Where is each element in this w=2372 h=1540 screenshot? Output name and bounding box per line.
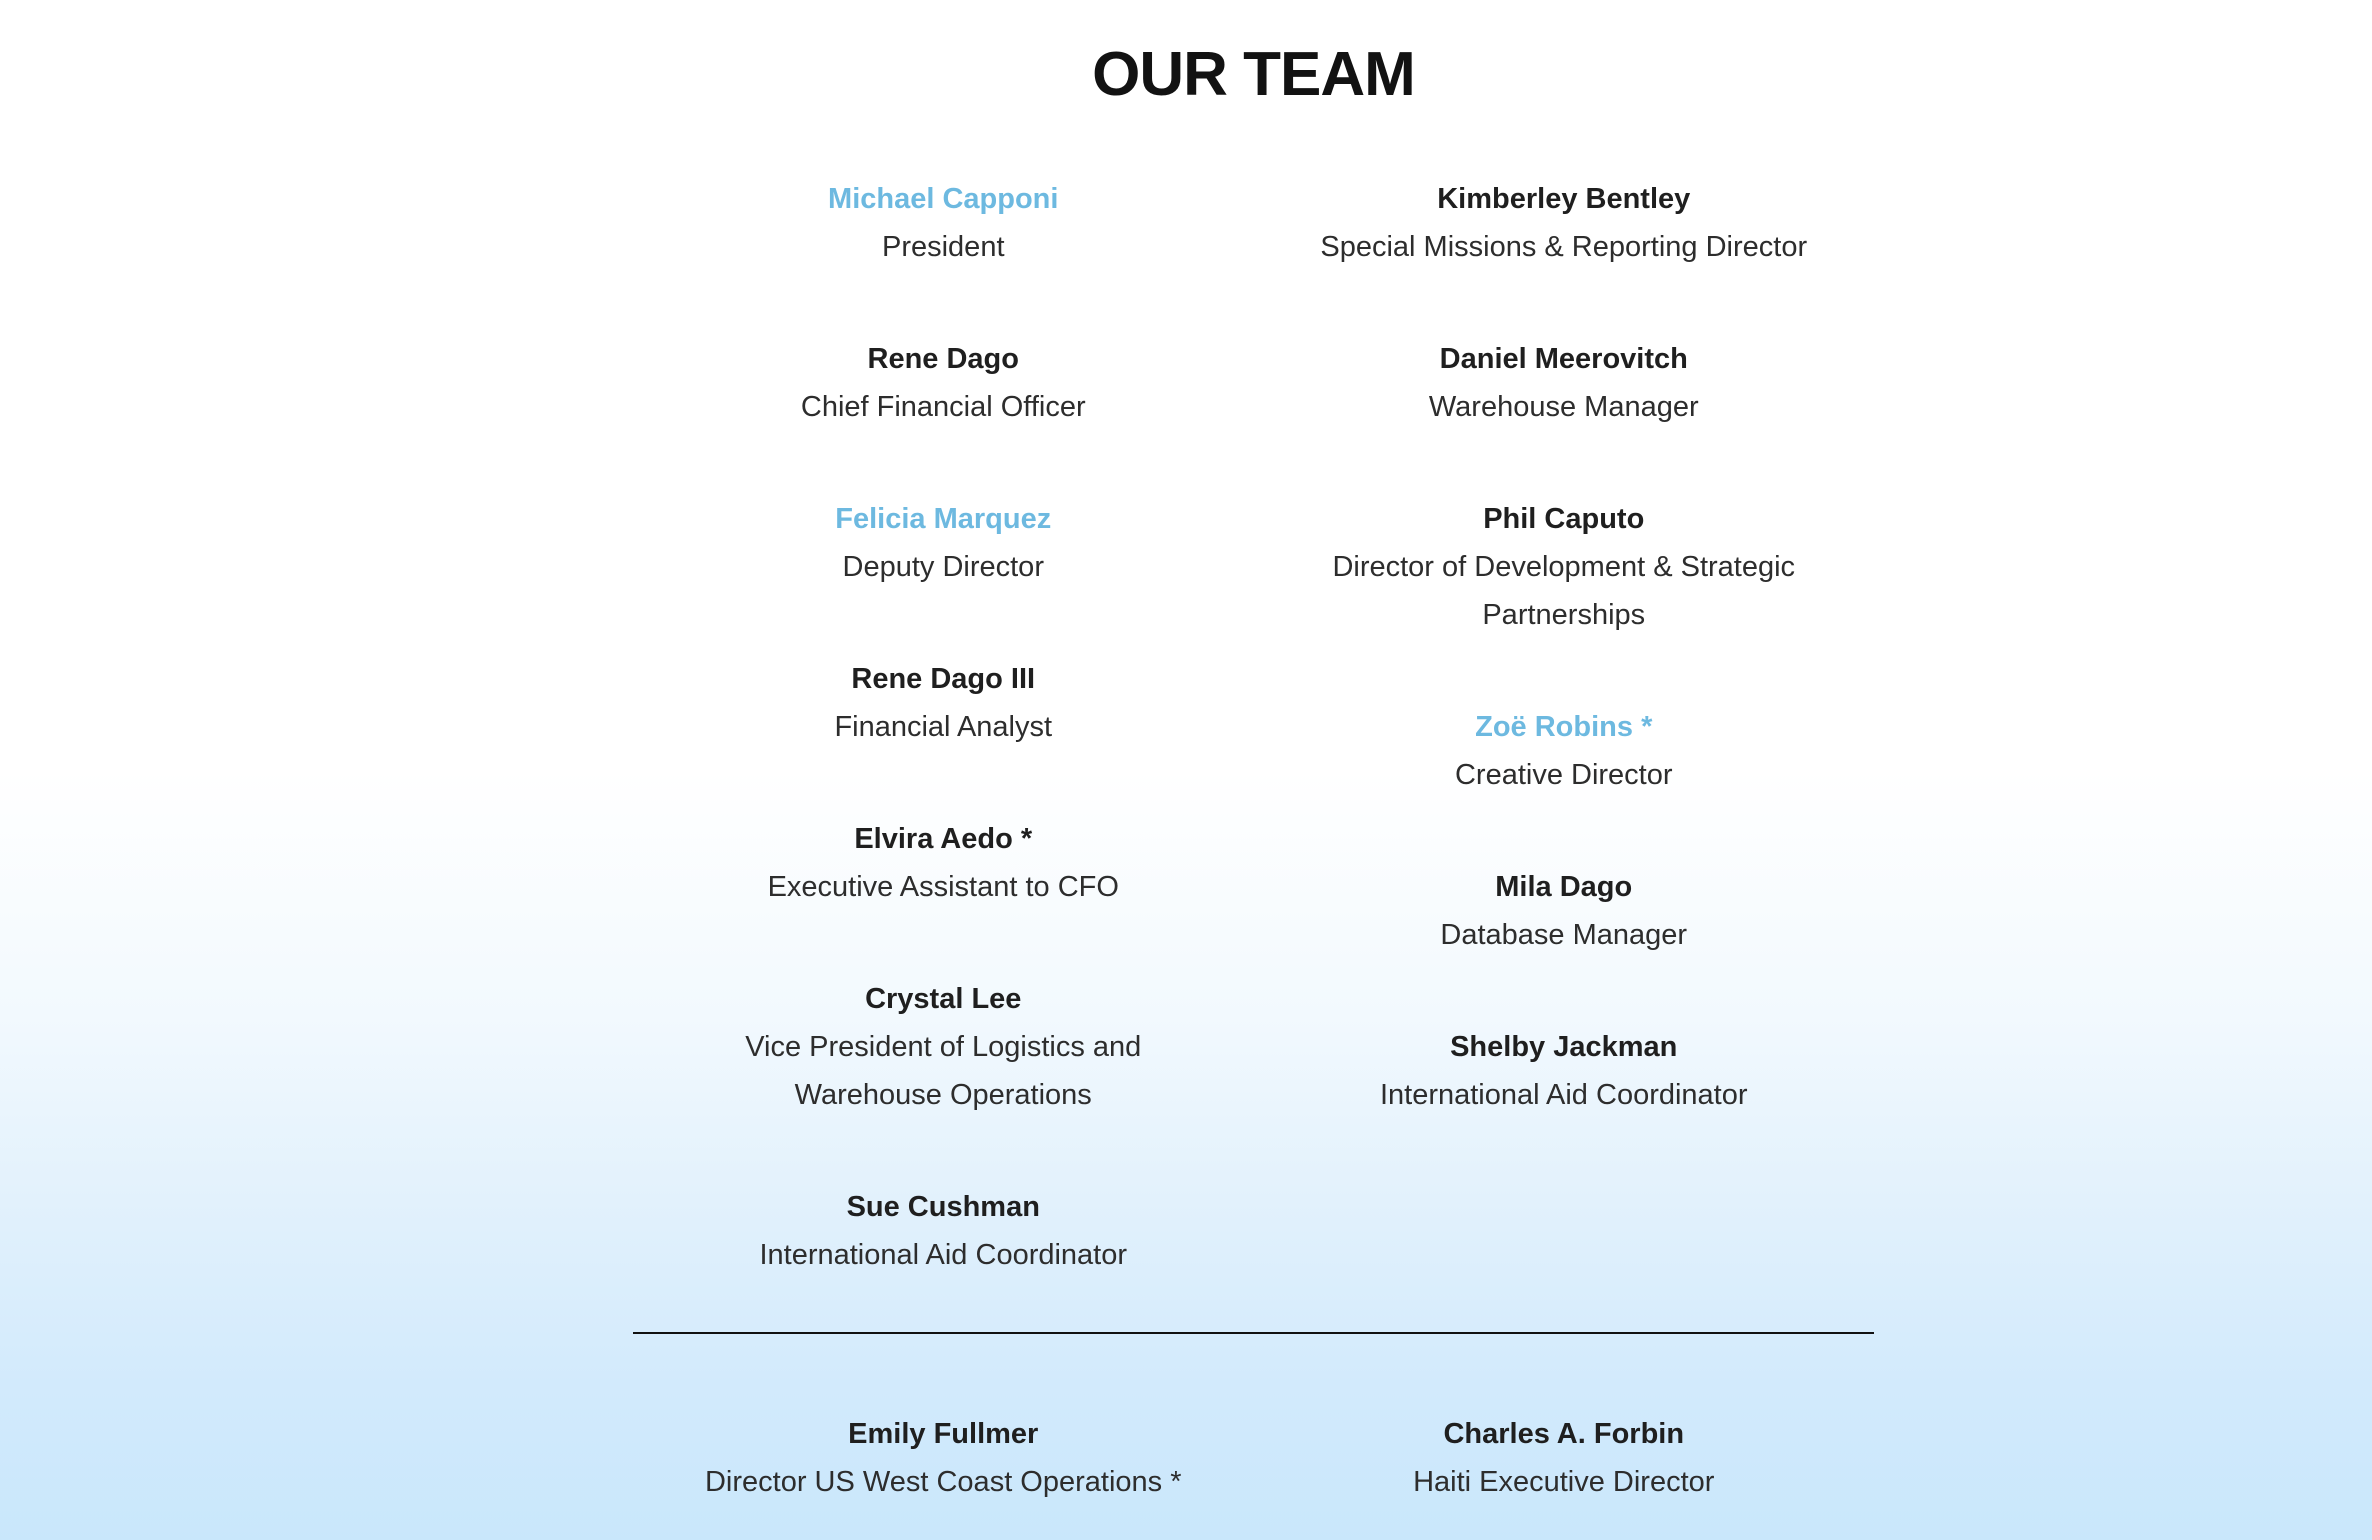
member-title: International Aid Coordinator (1379, 1079, 1748, 1112)
team-member (1254, 863, 1875, 959)
member-name: Shelby Jackman (1450, 1031, 1678, 1064)
member-title: Director US West Coast Operations * (704, 1466, 1182, 1499)
member-name: Emily Fullmer (848, 1418, 1039, 1451)
team-member (1254, 335, 1875, 431)
member-name: Elvira Aedo * (854, 823, 1033, 856)
member-name-link[interactable]: Zoë Robins * (1475, 711, 1653, 744)
team-member (633, 1410, 1254, 1506)
member-title: Chief Financial Officer (800, 391, 1086, 424)
team-member (1254, 1023, 1875, 1119)
member-name: Daniel Meerovitch (1439, 343, 1688, 376)
team-column-bottom-left (633, 1410, 1254, 1506)
team-member (1254, 703, 1875, 799)
member-name-link[interactable]: Michael Capponi (828, 183, 1059, 216)
member-title: Database Manager (1440, 919, 1688, 952)
member-title: President (881, 231, 1005, 264)
team-member (633, 175, 1254, 271)
member-title: Executive Assistant to CFO (767, 871, 1119, 904)
member-name: Rene Dago (867, 343, 1019, 376)
member-name: Sue Cushman (846, 1191, 1040, 1224)
our-team-section (633, 0, 1874, 1506)
member-title: Creative Director (1454, 759, 1673, 792)
team-column-bottom-right (1254, 1410, 1875, 1506)
member-name: Phil Caputo (1483, 503, 1645, 536)
team-member (633, 335, 1254, 431)
team-member (1254, 1410, 1875, 1506)
team-member (1254, 175, 1875, 271)
member-title: Financial Analyst (834, 711, 1053, 744)
member-name: Crystal Lee (865, 983, 1022, 1016)
member-title: Deputy Director (842, 551, 1044, 584)
member-title: Director of Development & Strategic Partnerships (1332, 551, 1796, 632)
team-member (633, 495, 1254, 591)
member-name: Charles A. Forbin (1443, 1418, 1685, 1451)
team-member (1254, 495, 1875, 639)
member-name: Rene Dago III (851, 663, 1036, 696)
team-grid (633, 175, 1874, 1279)
member-title: Special Missions & Reporting Director (1320, 231, 1808, 264)
member-name: Mila Dago (1495, 871, 1633, 904)
member-title: Warehouse Manager (1428, 391, 1699, 424)
page-title: OUR TEAM (1092, 40, 1415, 109)
member-title: Haiti Executive Director (1413, 1466, 1715, 1499)
team-column-left (633, 175, 1254, 1279)
team-member (633, 655, 1254, 751)
member-title: International Aid Coordinator (759, 1239, 1128, 1272)
team-member (633, 1183, 1254, 1279)
member-name-link[interactable]: Felicia Marquez (835, 503, 1052, 536)
section-divider (633, 1332, 1874, 1334)
member-title: Vice President of Logistics and Warehouse Operations (745, 1031, 1142, 1112)
team-member (633, 975, 1254, 1119)
team-column-right (1254, 175, 1875, 1119)
team-member (633, 815, 1254, 911)
team-bottom-row (633, 1410, 1874, 1506)
member-name: Kimberley Bentley (1437, 183, 1691, 216)
